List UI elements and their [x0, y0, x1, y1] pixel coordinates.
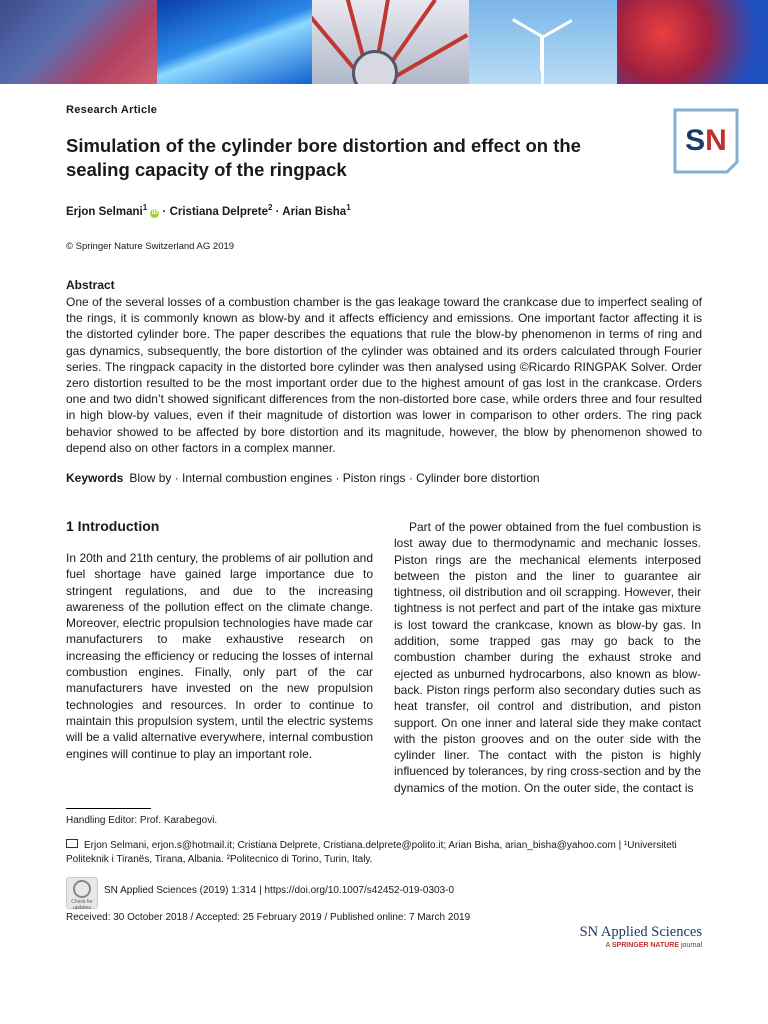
- svg-text:SN: SN: [685, 124, 727, 157]
- envelope-icon: [66, 839, 78, 848]
- abstract-text: One of the several losses of a combustion chamber is the gas leakage toward the crankcase due to imperfect sealing of the rings, it is commonly known as blow-by and it affects efficiency and emissions. One important factor affecting it is the distorted cylinder bore. The paper describes the equations that rule the blow-by phenomenon in terms of ring and gas dynamics, subsequently, the bore distortion of the cylinder was obtained and its orders calculated through Fourier series. The ringpack capacity in the distorted bore cylinder was then analysed using ©Ricardo RINGPAK Solver. Order zero distortion resulted to be the most important order due to the highest amount of gas lost in the crankcase. Orders one and two didn’t showed significant differences from the non-distorted bore case, while orders three and four resulted in high blow-by values, even if their magnitude of distortion was lower in comparison to other orders. The ring pack behavior showed to be affected by bore distortion and its magnitude, however, the blow by phenomenon showed to depend also on other factors in a complex manner.: [66, 295, 702, 455]
- journal-subtitle: A SPRINGER NATURE journal: [605, 942, 702, 949]
- banner-image-4: [469, 0, 617, 84]
- banner-image-1: [0, 0, 157, 84]
- paragraph: In 20th and 21th century, the problems of air pollution and fuel shortage have gained large importance due to stringent regulations, and due to the increasing awareness of the pollution effect on the climate change. Moreover, electric propulsion technologies have made car manufacturers to make exhaustive research on increasing the efficiency or reducing the losses of internal combustion engines. Finally, only part of the car manufacturers have invested on the new propulsion technologies and resources. In order to continue to maintain this propulsion system, until the electric systems will be a valid alternative everywhere, internal combustion engines will continue to play an important role.: [66, 551, 373, 761]
- check-label: Check for updates: [71, 899, 93, 911]
- emails-text: Erjon Selmani, erjon.s@hotmail.it; Cristiana Delprete, Cristiana.delprete@polito.it; Arian Bisha, arian_bisha@yahoo.com | ¹Universiteti Politeknik i Tiranës, Tirana, Albania. ²Politecnico di Torino, Turin, Italy.: [66, 840, 677, 865]
- author-list: Erjon Selmani$^1$ iD · Cristiana Delprete$^2$ · Arian Bisha$^1$: [66, 203, 351, 218]
- received-dates: Received: 30 October 2018 / Accepted: 25 February 2019 / Published online: 7 March 2019: [66, 912, 471, 923]
- keywords-text: Blow by · Internal combustion engines · Piston rings · Cylinder bore distortion: [129, 471, 540, 485]
- author-name[interactable]: Arian Bisha: [282, 205, 347, 218]
- author-name[interactable]: Cristiana Delprete: [169, 205, 269, 218]
- banner-image-3: [312, 0, 469, 84]
- header-banner: [0, 0, 768, 84]
- banner-image-2: [157, 0, 312, 84]
- paragraph: Part of the power obtained from the fuel combustion is lost away due to thermodynamic and mechanic losses. Piston rings are the mechanical elements interposed between the piston and the liner to guarantee air tightness, oil distribution and oil scrapping. However, their tightness is not perfect and part of the intake gas mixture is lost toward the crankcase, known as blow-by gas. In addition, some trapped gas may go back to the combustion chamber during the exhaust stroke and ejected as unburned hydrocarbons, also known as blow-back. Piston rings perform also secondary duties such as heat transfer, oil control and distribution, and piston support. On one inner and lateral side they make contact with the piston grooves and on the outer side with the cylinder liner. The contact with the piston is highly influenced by tolerances, by ring cross-section and by the dynamics of the motion. On the outer side, the contact is: [394, 520, 701, 795]
- section-heading: 1 Introduction: [66, 518, 160, 534]
- article-type: Research Article: [66, 104, 158, 116]
- check-for-updates-icon[interactable]: [66, 877, 98, 909]
- orcid-icon[interactable]: iD: [151, 209, 158, 216]
- paper-title: Simulation of the cylinder bore distortion and effect on the sealing capacity of the ringpack: [66, 135, 581, 180]
- footnote-rule: [66, 808, 151, 809]
- column-right: [394, 519, 701, 796]
- author-name[interactable]: Erjon Selmani: [66, 205, 143, 218]
- journal-brand: [580, 924, 702, 949]
- copyright: © Springer Nature Switzerland AG 2019: [66, 241, 235, 252]
- keywords: [66, 471, 540, 485]
- sn-logo-icon: [673, 108, 739, 174]
- citation: SN Applied Sciences (2019) 1:314 | https://doi.org/10.1007/s42452-019-0303-0: [104, 885, 455, 896]
- handling-editor: Handling Editor: Prof. Karabegovi.: [66, 815, 218, 826]
- column-left: [66, 550, 373, 762]
- abstract-heading: Abstract: [66, 278, 115, 292]
- journal-name: SN Applied Sciences: [579, 924, 702, 940]
- banner-image-5: [617, 0, 768, 84]
- keywords-label: Keywords: [66, 471, 124, 485]
- author-emails: [66, 839, 702, 866]
